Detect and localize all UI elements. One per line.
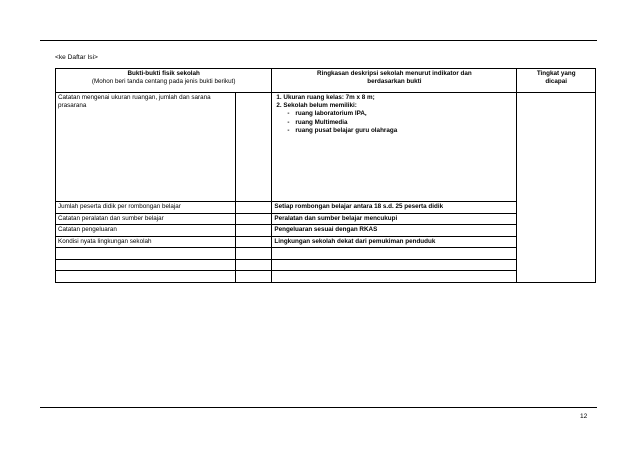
checkbox-cell[interactable]	[235, 202, 272, 214]
summary-cell	[272, 271, 517, 283]
header-level-line1: Tingkat yang	[536, 70, 576, 77]
summary-points	[274, 94, 514, 135]
level-cell[interactable]	[517, 93, 596, 283]
missing-facility: - ruang Multimedia	[295, 119, 514, 127]
table-row	[56, 93, 596, 202]
toc-link[interactable]: <ke Daftar Isi>	[55, 54, 98, 61]
table-row	[56, 213, 596, 225]
summary-point-text: Sekolah belum memiliki:	[283, 102, 357, 110]
table-row	[56, 202, 596, 214]
evidence-cell	[56, 271, 236, 283]
empty-row	[56, 248, 596, 260]
page-number: 12	[580, 413, 588, 420]
evidence-cell: Catatan peralatan dan sumber belajar	[56, 213, 236, 225]
header-evidence	[56, 69, 272, 93]
summary-cell	[272, 248, 517, 260]
checkbox-cell[interactable]	[235, 236, 272, 248]
header-summary	[272, 69, 517, 93]
evidence-cell: Kondisi nyata lingkungan sekolah	[56, 236, 236, 248]
table-header-row	[56, 69, 596, 93]
checkbox-cell[interactable]	[235, 93, 272, 202]
empty-row	[56, 271, 596, 283]
missing-facility: - ruang pusat belajar guru olahraga	[295, 127, 514, 135]
checkbox-cell[interactable]	[235, 259, 272, 271]
table-row	[56, 236, 596, 248]
summary-cell	[272, 93, 517, 202]
summary-cell: Lingkungan sekolah dekat dari pemukiman penduduk	[272, 236, 517, 248]
summary-point: 1. Ukuran ruang kelas: 7m x 8 m;	[283, 94, 514, 102]
summary-cell	[272, 259, 517, 271]
header-summary-line1: Ringkasan deskripsi sekolah menurut indikator dan	[317, 70, 472, 77]
evidence-cell: Jumlah peserta didik per rombongan belajar	[56, 202, 236, 214]
table-row	[56, 225, 596, 237]
summary-cell: Setiap rombongan belajar antara 18 s.d. 25 peserta didik	[272, 202, 517, 214]
empty-row	[56, 259, 596, 271]
checkbox-cell[interactable]	[235, 213, 272, 225]
header-summary-line2: berdasarkan bukti	[367, 78, 422, 86]
evidence-cell: Catatan mengenai ukuran ruangan, jumlah dan sarana prasarana	[56, 93, 236, 202]
evidence-cell	[56, 259, 236, 271]
summary-cell: Pengeluaran sesuai dengan RKAS	[272, 225, 517, 237]
missing-facilities-list	[283, 110, 514, 135]
summary-cell: Peralatan dan sumber belajar mencukupi	[272, 213, 517, 225]
missing-facility: - ruang laboratorium IPA,	[295, 110, 514, 118]
header-rule	[40, 40, 597, 41]
evidence-cell: Catatan pengeluaran	[56, 225, 236, 237]
header-level	[517, 69, 596, 93]
evidence-cell	[56, 248, 236, 260]
evidence-table	[55, 68, 596, 283]
header-level-line2: dicapai	[545, 78, 568, 86]
footer-rule	[40, 407, 597, 408]
summary-point	[283, 102, 514, 135]
checkbox-cell[interactable]	[235, 271, 272, 283]
header-evidence-subtitle: (Mohon beri tanda centang pada jenis bukti berikut)	[91, 78, 236, 86]
checkbox-cell[interactable]	[235, 248, 272, 260]
header-evidence-title: Bukti-bukti fisik sekolah	[127, 70, 200, 77]
checkbox-cell[interactable]	[235, 225, 272, 237]
